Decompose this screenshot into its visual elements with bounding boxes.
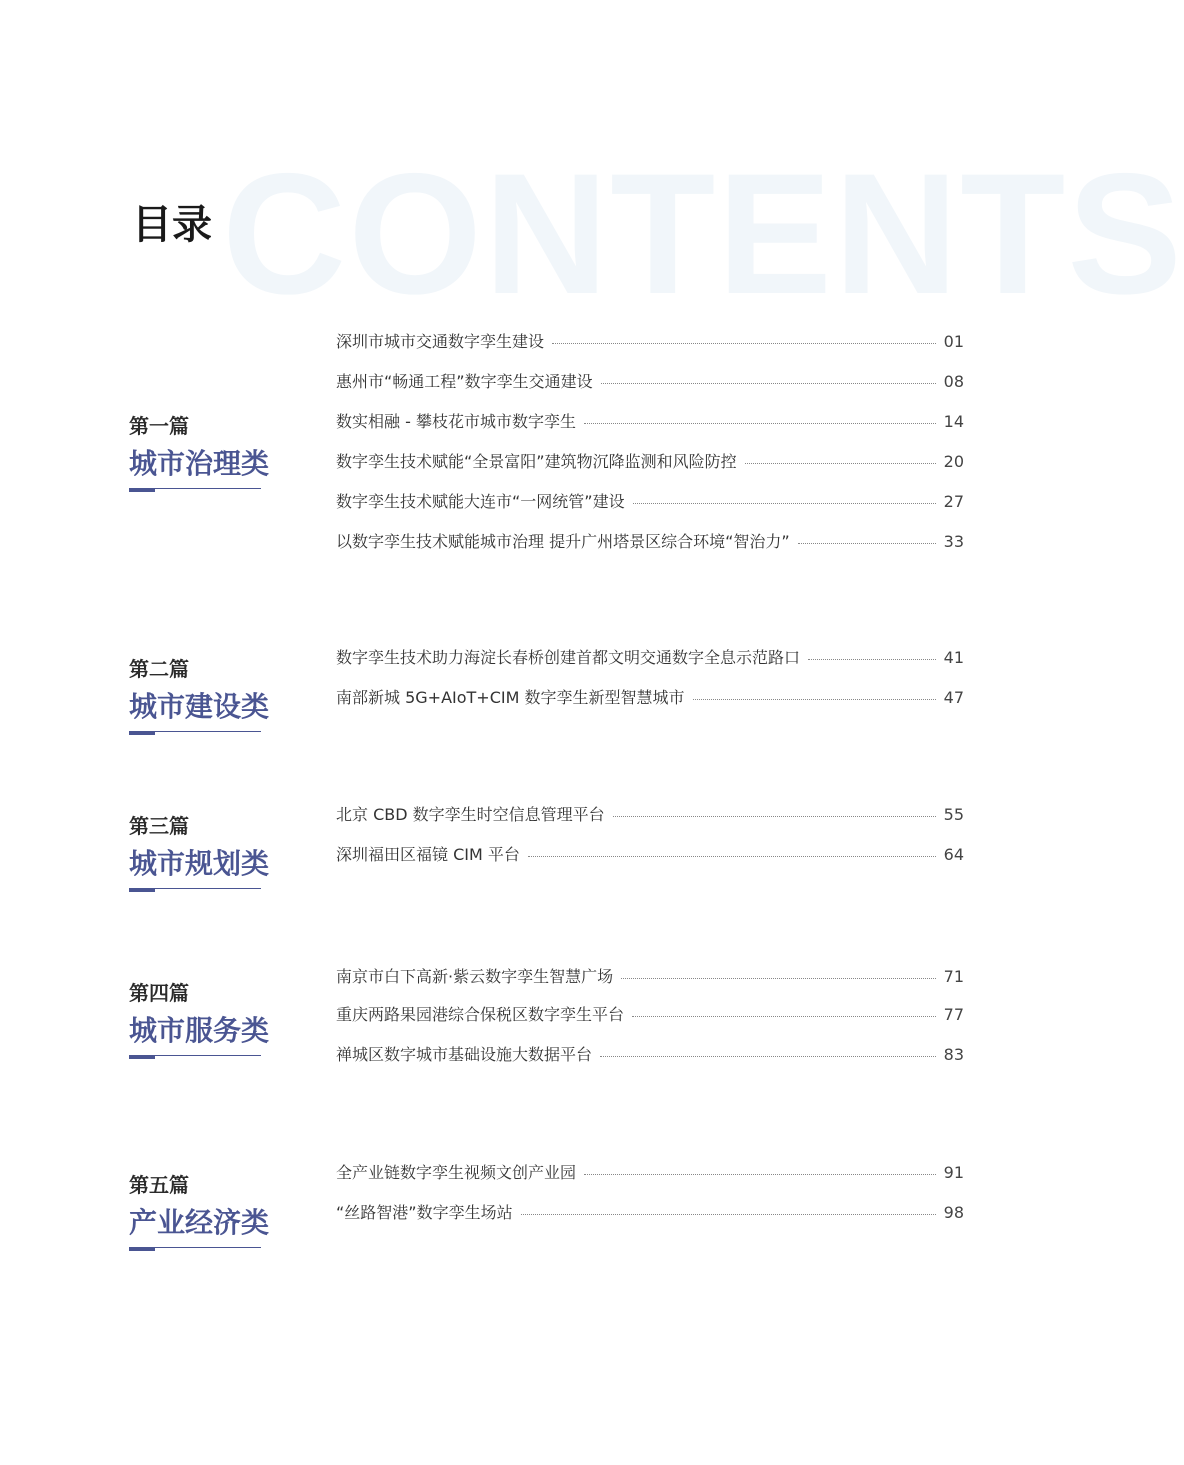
part-underline: [129, 731, 261, 732]
toc-entries: [336, 1163, 964, 1243]
toc-entry[interactable]: [336, 1203, 964, 1243]
page-number: 77: [943, 1005, 964, 1024]
part-number: 第二篇: [129, 657, 189, 681]
entry-title: 深圳福田区福镜 CIM 平台: [336, 845, 520, 864]
part-number: 第五篇: [129, 1173, 189, 1197]
page-number: 91: [943, 1163, 964, 1182]
page-number: 64: [943, 845, 964, 864]
page-number: 55: [943, 805, 964, 824]
dot-leader: [552, 343, 936, 344]
toc-entry[interactable]: [336, 492, 964, 532]
section-label: [129, 983, 269, 1056]
part-title: 城市建设类: [129, 690, 270, 723]
page-number: 20: [943, 452, 964, 471]
toc-entry[interactable]: [336, 532, 964, 572]
toc-entry[interactable]: [336, 372, 964, 412]
part-title: 产业经济类: [129, 1206, 270, 1239]
entry-title: 数字孪生技术赋能“全景富阳”建筑物沉降监测和风险防控: [336, 452, 737, 471]
dot-leader: [601, 383, 936, 384]
entry-title: 北京 CBD 数字孪生时空信息管理平台: [336, 805, 605, 824]
dot-leader: [693, 699, 937, 700]
entry-title: 数字孪生技术助力海淀长春桥创建首都文明交通数字全息示范路口: [336, 648, 801, 667]
dot-leader: [600, 1056, 936, 1057]
entry-title: 数字孪生技术赋能大连市“一网统管”建设: [336, 492, 625, 511]
page-title: 目录: [132, 202, 212, 248]
part-title: 城市服务类: [129, 1014, 270, 1047]
entry-title: 重庆两路果园港综合保税区数字孪生平台: [336, 1005, 625, 1024]
page-number: 27: [943, 492, 964, 511]
toc-entries: [336, 648, 964, 728]
entry-title: 以数字孪生技术赋能城市治理 提升广州塔景区综合环境“智治力”: [336, 532, 790, 551]
toc-entry[interactable]: [336, 1163, 964, 1203]
toc-entry[interactable]: [336, 332, 964, 372]
dot-leader: [633, 503, 936, 504]
page-number: 41: [943, 648, 964, 667]
section-label: [129, 816, 269, 889]
dot-leader: [584, 1174, 936, 1175]
section-label: [129, 416, 269, 489]
entry-title: 深圳市城市交通数字孪生建设: [336, 332, 545, 351]
toc-entry[interactable]: [336, 688, 964, 728]
toc-entries: [336, 805, 964, 885]
dot-leader: [745, 463, 936, 464]
section-label: [129, 659, 269, 732]
toc-entry[interactable]: [336, 452, 964, 492]
part-underline: [129, 1247, 261, 1248]
part-title: 城市规划类: [129, 847, 270, 880]
dot-leader: [808, 659, 936, 660]
part-underline: [129, 1055, 261, 1056]
dot-leader: [798, 543, 936, 544]
toc-entry[interactable]: [336, 1005, 964, 1045]
page-number: 98: [943, 1203, 964, 1222]
toc-entry[interactable]: [336, 805, 964, 845]
entry-title: 南京市白下高新·紫云数字孪生智慧广场: [336, 967, 614, 986]
entry-title: 数实相融 - 攀枝花市城市数字孪生: [336, 412, 576, 431]
part-number: 第一篇: [129, 414, 189, 438]
part-title: 城市治理类: [129, 447, 270, 480]
page-number: 01: [943, 332, 964, 351]
toc-entry[interactable]: [336, 845, 964, 885]
page-number: 71: [943, 967, 964, 986]
part-number: 第三篇: [129, 814, 189, 838]
dot-leader: [521, 1214, 936, 1215]
entry-title: 全产业链数字孪生视频文创产业园: [336, 1163, 577, 1182]
toc-entries: [336, 967, 964, 1085]
dot-leader: [584, 423, 936, 424]
contents-watermark: CONTENTS: [222, 138, 1184, 330]
entry-title: 南部新城 5G+AIoT+CIM 数字孪生新型智慧城市: [336, 688, 685, 707]
entry-title: “丝路智港”数字孪生场站: [336, 1203, 513, 1222]
page-number: 47: [943, 688, 964, 707]
page-number: 08: [943, 372, 964, 391]
dot-leader: [621, 978, 936, 979]
part-number: 第四篇: [129, 981, 189, 1005]
entry-title: 惠州市“畅通工程”数字孪生交通建设: [336, 372, 593, 391]
part-underline: [129, 488, 261, 489]
page-number: 14: [943, 412, 964, 431]
page-number: 33: [943, 532, 964, 551]
toc-entry[interactable]: [336, 412, 964, 452]
entry-title: 禅城区数字城市基础设施大数据平台: [336, 1045, 593, 1064]
section-label: [129, 1175, 269, 1248]
toc-entry[interactable]: [336, 648, 964, 688]
dot-leader: [632, 1016, 936, 1017]
dot-leader: [613, 816, 936, 817]
page-number: 83: [943, 1045, 964, 1064]
part-underline: [129, 888, 261, 889]
toc-entry[interactable]: [336, 967, 964, 1005]
toc-entry[interactable]: [336, 1045, 964, 1085]
dot-leader: [528, 856, 936, 857]
toc-entries: [336, 332, 964, 572]
